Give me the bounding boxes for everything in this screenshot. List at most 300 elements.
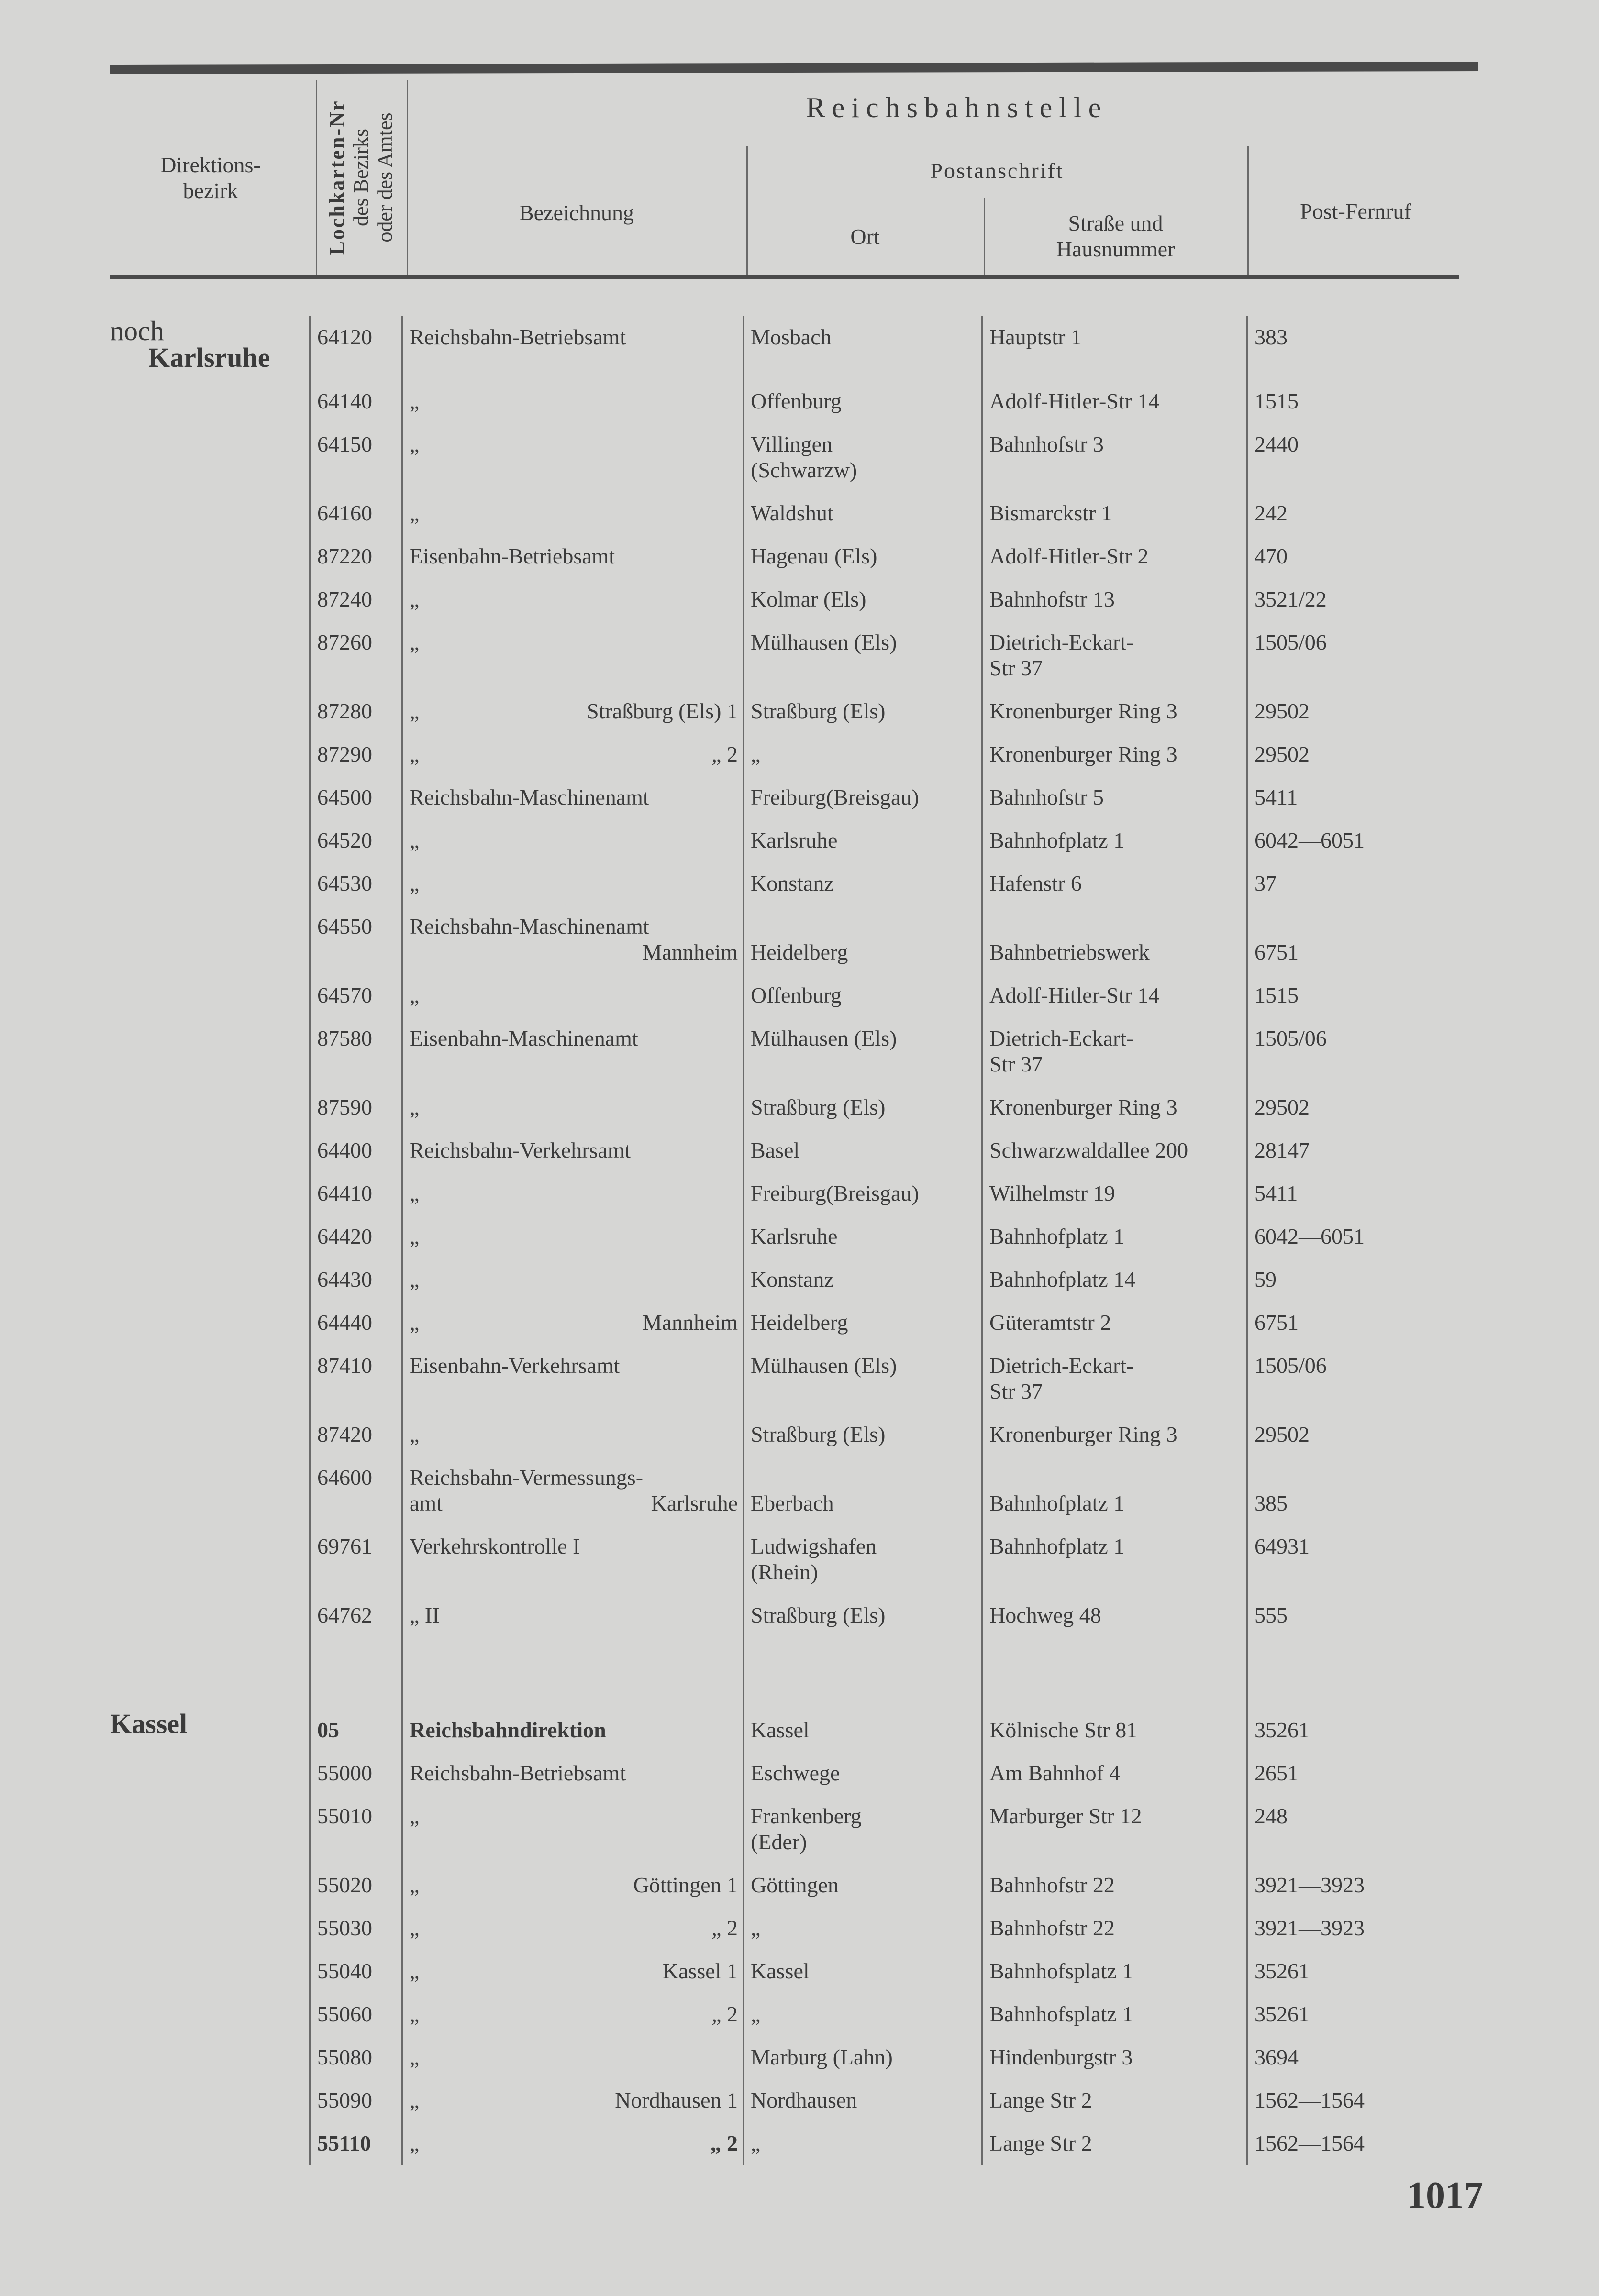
ort: „ [744, 2122, 982, 2165]
strasse: Dietrich-Eckart- Str 37 [982, 1344, 1247, 1413]
fernruf: 5411 [1247, 776, 1465, 819]
fernruf: 35261 [1247, 1950, 1465, 1993]
ort: Mosbach [744, 316, 982, 380]
bezeichnung-cell [402, 1172, 744, 1215]
lochkarten-nr: 64550 [310, 905, 402, 974]
bezeichnung-cell [402, 690, 744, 733]
fernruf: 555 [1247, 1594, 1465, 1637]
bezeichnung: „ [410, 2002, 420, 2026]
table-row [110, 1950, 1464, 1993]
lochkarten-nr: 87410 [310, 1344, 402, 1413]
lochkarten-nr: 87260 [310, 621, 402, 690]
fernruf: 29502 [1247, 1413, 1465, 1456]
bezeichnung-cell [402, 621, 744, 690]
lochkarten-nr: 55090 [310, 2079, 402, 2122]
table-row [110, 1172, 1464, 1215]
fernruf: 64931 [1247, 1525, 1465, 1594]
bezeichnung-suffix: „ 2 [711, 742, 738, 766]
ort: Nordhausen [744, 2079, 982, 2122]
lochkarten-nr: 87290 [310, 733, 402, 776]
bezeichnung: „ [410, 1310, 420, 1335]
bezeichnung-suffix: Nordhausen 1 [615, 2088, 738, 2112]
table-row [110, 578, 1464, 621]
fernruf: 5411 [1247, 1172, 1465, 1215]
top-rule [110, 62, 1478, 74]
bezeichnung: Eisenbahn-Betriebsamt [410, 544, 615, 568]
fernruf: 1562—1564 [1247, 2079, 1465, 2122]
bezeichnung: „ [410, 699, 420, 723]
lochkarten-nr: 64120 [310, 316, 402, 380]
header-postanschrift: Postanschrift [930, 158, 1064, 183]
direktionsbezirk-cell [110, 974, 310, 1017]
table-row [110, 1752, 1464, 1795]
strasse: Wilhelmstr 19 [982, 1172, 1247, 1215]
lochkarten-nr: 55080 [310, 2036, 402, 2079]
table-row [110, 1795, 1464, 1864]
bezeichnung-suffix: Mannheim [642, 940, 738, 964]
direktionsbezirk-cell [110, 1172, 310, 1215]
direktionsbezirk-cell [110, 2079, 310, 2122]
fernruf: 2440 [1247, 423, 1465, 492]
bezeichnung: „ [410, 1095, 420, 1119]
bezeichnung-cell [402, 423, 744, 492]
strasse: Am Bahnhof 4 [982, 1752, 1247, 1795]
ort: Heidelberg [744, 1301, 982, 1344]
bezeichnung-cell [402, 905, 744, 974]
bezeichnung-cell [402, 535, 744, 578]
ort: Straßburg (Els) [744, 1086, 982, 1129]
fernruf: 2651 [1247, 1752, 1465, 1795]
lochkarten-nr: 87280 [310, 690, 402, 733]
fernruf: 3521/22 [1247, 578, 1465, 621]
strasse: Marburger Str 12 [982, 1795, 1247, 1864]
bezeichnung: Verkehrskontrolle I [410, 1534, 580, 1558]
ort: Kassel [744, 1709, 982, 1752]
bezeichnung: Reichsbahn-Betriebsamt [410, 325, 626, 349]
direktionsbezirk-cell [110, 1413, 310, 1456]
bezeichnung-cell [402, 1344, 744, 1413]
direktionsbezirk-cell [110, 1017, 310, 1086]
bezeichnung: Reichsbahn-Maschinenamt [410, 785, 649, 809]
ort: Ludwigshafen (Rhein) [744, 1525, 982, 1594]
fernruf: 248 [1247, 1795, 1465, 1864]
fernruf: 1505/06 [1247, 1344, 1465, 1413]
fernruf: 35261 [1247, 1993, 1465, 2036]
lochkarten-nr: 87220 [310, 535, 402, 578]
table-row [110, 380, 1464, 423]
bezeichnung-cell [402, 380, 744, 423]
fernruf: 28147 [1247, 1129, 1465, 1172]
lochkarten-nr: 64570 [310, 974, 402, 1017]
bezeichnung-cell [402, 2079, 744, 2122]
bezeichnung-suffix: „ 2 [711, 1916, 738, 1940]
bezeichnung-cell [402, 1258, 744, 1301]
table-row [110, 2079, 1464, 2122]
strasse: Hafenstr 6 [982, 862, 1247, 905]
header-nr-line-2: des Bezirks [349, 128, 373, 227]
direktionsbezirk-cell [110, 1864, 310, 1907]
section-label: Kassel [110, 1708, 188, 1739]
lochkarten-nr: 64410 [310, 1172, 402, 1215]
strasse: Lange Str 2 [982, 2122, 1247, 2165]
ort: Mülhausen (Els) [744, 1344, 982, 1413]
bezeichnung-cell [402, 1301, 744, 1344]
strasse: Adolf-Hitler-Str 2 [982, 535, 1247, 578]
strasse: Dietrich-Eckart- Str 37 [982, 621, 1247, 690]
direktionsbezirk-cell [110, 1215, 310, 1258]
header-nr-line-1: Lochkarten-Nr [325, 99, 349, 255]
strasse: Bahnhofplatz 1 [982, 1525, 1247, 1594]
bezeichnung-cell [402, 492, 744, 535]
header-nr-line-3: oder des Amtes [373, 112, 397, 243]
header-lochkarten-nr [316, 80, 407, 275]
strasse: Kronenburger Ring 3 [982, 690, 1247, 733]
lochkarten-nr: 64440 [310, 1301, 402, 1344]
direktionsbezirk-cell [110, 1950, 310, 1993]
gap-cell [982, 1637, 1247, 1709]
table-row [110, 492, 1464, 535]
bezeichnung: Reichsbahn-Vermessungs- amt [410, 1465, 644, 1515]
direktionsbezirk-cell [110, 690, 310, 733]
bezeichnung: „ [410, 587, 420, 611]
fernruf: 3921—3923 [1247, 1864, 1465, 1907]
lochkarten-nr: 55040 [310, 1950, 402, 1993]
strasse: Hochweg 48 [982, 1594, 1247, 1637]
fernruf: 242 [1247, 492, 1465, 535]
bezeichnung-suffix: „ 2 [710, 2131, 738, 2155]
bezeichnung-cell [402, 1795, 744, 1864]
ort: Eschwege [744, 1752, 982, 1795]
bezeichnung: „ [410, 742, 420, 766]
fernruf: 1505/06 [1247, 1017, 1465, 1086]
bezeichnung-cell [402, 1086, 744, 1129]
ort: „ [744, 733, 982, 776]
direktionsbezirk-cell [110, 905, 310, 974]
lochkarten-nr: 05 [310, 1709, 402, 1752]
ort: Freiburg(Breisgau) [744, 1172, 982, 1215]
bezeichnung: „ [410, 828, 420, 852]
lochkarten-nr: 64150 [310, 423, 402, 492]
direktionsbezirk-cell [110, 380, 310, 423]
ort: Mülhausen (Els) [744, 621, 982, 690]
fernruf: 3694 [1247, 2036, 1465, 2079]
lochkarten-nr: 64500 [310, 776, 402, 819]
bezeichnung: „ [410, 1267, 420, 1292]
table-row [110, 776, 1464, 819]
strasse: Dietrich-Eckart- Str 37 [982, 1017, 1247, 1086]
header-bezeichnung: Bezeichnung [519, 200, 634, 225]
ort: Kassel [744, 1950, 982, 1993]
bezeichnung: Eisenbahn-Maschinenamt [410, 1026, 638, 1050]
strasse: Bismarckstr 1 [982, 492, 1247, 535]
table-row [110, 1344, 1464, 1413]
direktionsbezirk-cell [110, 535, 310, 578]
strasse: Hindenburgstr 3 [982, 2036, 1247, 2079]
bezeichnung-cell [402, 1413, 744, 1456]
table-row [110, 1413, 1464, 1456]
header-strasse: Straße und Hausnummer [1056, 211, 1175, 261]
fernruf: 6042—6051 [1247, 1215, 1465, 1258]
ort: Waldshut [744, 492, 982, 535]
bezeichnung-cell [402, 974, 744, 1017]
strasse: Bahnhofstr 5 [982, 776, 1247, 819]
table-row [110, 316, 1464, 380]
bezeichnung: Eisenbahn-Verkehrsamt [410, 1353, 620, 1378]
direktionsbezirk-cell [110, 819, 310, 862]
table-row [110, 423, 1464, 492]
bezeichnung-cell [402, 1907, 744, 1950]
lochkarten-nr: 87590 [310, 1086, 402, 1129]
bezeichnung: „ [410, 2045, 420, 2069]
header-direktionsbezirk: Direktions- bezirk [160, 153, 261, 203]
fernruf: 1515 [1247, 974, 1465, 1017]
table-row [110, 1456, 1464, 1525]
table-row [110, 1129, 1464, 1172]
strasse: Bahnhofstr 22 [982, 1907, 1247, 1950]
direktionsbezirk-cell [110, 316, 310, 380]
lochkarten-nr: 55060 [310, 1993, 402, 2036]
fernruf: 59 [1247, 1258, 1465, 1301]
bezeichnung: „ [410, 871, 420, 895]
strasse: Bahnhofsplatz 1 [982, 1993, 1247, 2036]
table-row [110, 1594, 1464, 1637]
bezeichnung-cell [402, 1993, 744, 2036]
fernruf: 29502 [1247, 1086, 1465, 1129]
strasse: Bahnhofstr 13 [982, 578, 1247, 621]
bezeichnung: „ II [410, 1603, 440, 1627]
lochkarten-nr: 69761 [310, 1525, 402, 1594]
ort: Offenburg [744, 380, 982, 423]
bezeichnung-cell [402, 1129, 744, 1172]
bezeichnung-cell [402, 1752, 744, 1795]
ort: Basel [744, 1129, 982, 1172]
ort: Marburg (Lahn) [744, 2036, 982, 2079]
bezeichnung-cell [402, 1456, 744, 1525]
ort: Freiburg(Breisgau) [744, 776, 982, 819]
fernruf: 1515 [1247, 380, 1465, 423]
ort: Villingen (Schwarzw) [744, 423, 982, 492]
bezeichnung: „ [410, 983, 420, 1007]
bezeichnung: Reichsbahn-Maschinenamt [410, 914, 649, 938]
ort: „ [744, 1907, 982, 1950]
direktionsbezirk-cell [110, 1752, 310, 1795]
bezeichnung-cell [402, 1709, 744, 1752]
ort: Eberbach [744, 1456, 982, 1525]
direktionsbezirk-cell [110, 776, 310, 819]
direktionsbezirk-cell [110, 578, 310, 621]
lochkarten-nr: 64160 [310, 492, 402, 535]
table-row [110, 974, 1464, 1017]
fernruf: 37 [1247, 862, 1465, 905]
bezeichnung-cell [402, 1864, 744, 1907]
ort: Konstanz [744, 1258, 982, 1301]
bezeichnung-suffix: Kassel 1 [662, 1959, 738, 1983]
table-row [110, 1993, 1464, 2036]
gap-cell [1247, 1637, 1465, 1709]
gap-cell [310, 1637, 402, 1709]
fernruf: 1562—1564 [1247, 2122, 1465, 2165]
ort: Straßburg (Els) [744, 1413, 982, 1456]
bezeichnung: „ [410, 1804, 420, 1828]
strasse: Adolf-Hitler-Str 14 [982, 974, 1247, 1017]
ort: Frankenberg (Eder) [744, 1795, 982, 1864]
fernruf: 470 [1247, 535, 1465, 578]
direktionsbezirk-cell [110, 2036, 310, 2079]
direktionsbezirk-cell [110, 1301, 310, 1344]
strasse: Kronenburger Ring 3 [982, 1086, 1247, 1129]
strasse: Kronenburger Ring 3 [982, 733, 1247, 776]
bezeichnung: Reichsbahn-Betriebsamt [410, 1761, 626, 1785]
table-row [110, 862, 1464, 905]
fernruf: 385 [1247, 1456, 1465, 1525]
bezeichnung-cell [402, 2122, 744, 2165]
bezeichnung-cell [402, 819, 744, 862]
table-row [110, 690, 1464, 733]
lochkarten-nr: 64762 [310, 1594, 402, 1637]
bezeichnung: „ [410, 1181, 420, 1205]
lochkarten-nr: 55030 [310, 1907, 402, 1950]
strasse: Lange Str 2 [982, 2079, 1247, 2122]
fernruf: 29502 [1247, 733, 1465, 776]
fernruf: 3921—3923 [1247, 1907, 1465, 1950]
lochkarten-nr: 87580 [310, 1017, 402, 1086]
strasse: Schwarzwaldallee 200 [982, 1129, 1247, 1172]
header-fernruf: Post-Fernruf [1300, 199, 1411, 223]
direktionsbezirk-cell [110, 1594, 310, 1637]
table-row [110, 819, 1464, 862]
direktionsbezirk-cell [110, 492, 310, 535]
ort: Offenburg [744, 974, 982, 1017]
table-row [110, 2036, 1464, 2079]
bezeichnung-cell [402, 2036, 744, 2079]
header-ort: Ort [850, 224, 880, 249]
direktionsbezirk-cell [110, 1907, 310, 1950]
bezeichnung: „ [410, 432, 420, 456]
strasse: Bahnhofstr 22 [982, 1864, 1247, 1907]
table-row [110, 1301, 1464, 1344]
bezeichnung-suffix: Straßburg (Els) 1 [586, 699, 738, 723]
strasse: Kölnische Str 81 [982, 1709, 1247, 1752]
ort: Konstanz [744, 862, 982, 905]
bezeichnung: „ [410, 1959, 420, 1983]
lochkarten-nr: 64600 [310, 1456, 402, 1525]
direktionsbezirk-cell [110, 733, 310, 776]
bezeichnung: „ [410, 389, 420, 413]
strasse: Bahnhofsplatz 1 [982, 1950, 1247, 1993]
strasse: Bahnhofplatz 1 [982, 1215, 1247, 1258]
lochkarten-nr: 64140 [310, 380, 402, 423]
direktionsbezirk-cell [110, 1258, 310, 1301]
table-row [110, 621, 1464, 690]
lochkarten-nr: 64420 [310, 1215, 402, 1258]
direktionsbezirk-cell [110, 2122, 310, 2165]
section-label-prefix: noch [110, 315, 164, 346]
direktionsbezirk-cell [110, 1086, 310, 1129]
lochkarten-nr: 64530 [310, 862, 402, 905]
bezeichnung: „ [410, 1916, 420, 1940]
bezeichnung-cell [402, 578, 744, 621]
direktionsbezirk-cell [110, 1456, 310, 1525]
direktionsbezirk-cell [110, 621, 310, 690]
ort: Kolmar (Els) [744, 578, 982, 621]
ort: Karlsruhe [744, 819, 982, 862]
fernruf: 6751 [1247, 905, 1465, 974]
lochkarten-nr: 64520 [310, 819, 402, 862]
bezeichnung: „ [410, 1873, 420, 1897]
table-row [110, 1086, 1464, 1129]
page-number: 1017 [1407, 2175, 1483, 2217]
strasse: Kronenburger Ring 3 [982, 1413, 1247, 1456]
table-row [110, 535, 1464, 578]
fernruf: 35261 [1247, 1709, 1465, 1752]
table-row [110, 2122, 1464, 2165]
lochkarten-nr: 64400 [310, 1129, 402, 1172]
lochkarten-nr: 55000 [310, 1752, 402, 1795]
strasse: Bahnhofplatz 1 [982, 1456, 1247, 1525]
strasse: Hauptstr 1 [982, 316, 1247, 380]
bezeichnung-cell [402, 862, 744, 905]
fernruf: 6751 [1247, 1301, 1465, 1344]
gap-cell [744, 1637, 982, 1709]
strasse: Bahnbetriebswerk [982, 905, 1247, 974]
table-row [110, 905, 1464, 974]
ort: Göttingen [744, 1864, 982, 1907]
table-row [110, 1907, 1464, 1950]
direktionsbezirk-cell [110, 1525, 310, 1594]
bezeichnung-cell [402, 1950, 744, 1993]
ort: Straßburg (Els) [744, 1594, 982, 1637]
directory-table [110, 316, 1464, 2165]
direktionsbezirk-cell [110, 1709, 310, 1752]
table-row [110, 733, 1464, 776]
ort: Heidelberg [744, 905, 982, 974]
bezeichnung: Reichsbahn-Verkehrsamt [410, 1138, 631, 1162]
bezeichnung-cell [402, 1525, 744, 1594]
bezeichnung-cell [402, 316, 744, 380]
direktionsbezirk-cell [110, 1993, 310, 2036]
strasse: Bahnhofstr 3 [982, 423, 1247, 492]
ort: „ [744, 1993, 982, 2036]
direktionsbezirk-cell [110, 1795, 310, 1864]
bezeichnung-cell [402, 1215, 744, 1258]
table-row [110, 1017, 1464, 1086]
bezeichnung: „ [410, 1422, 420, 1446]
direktionsbezirk-cell [110, 423, 310, 492]
table-row [110, 1525, 1464, 1594]
bezeichnung-cell [402, 733, 744, 776]
gap-cell [110, 1637, 310, 1709]
fernruf: 6042—6051 [1247, 819, 1465, 862]
ort: Mülhausen (Els) [744, 1017, 982, 1086]
ort: Straßburg (Els) [744, 690, 982, 733]
strasse: Adolf-Hitler-Str 14 [982, 380, 1247, 423]
ort: Hagenau (Els) [744, 535, 982, 578]
header-reichsbahnstelle: Reichsbahnstelle [806, 92, 1108, 123]
bezeichnung-suffix: Karlsruhe [651, 1491, 738, 1515]
lochkarten-nr: 55110 [310, 2122, 402, 2165]
lochkarten-nr: 55020 [310, 1864, 402, 1907]
bezeichnung-cell [402, 1017, 744, 1086]
direktionsbezirk-cell [110, 1344, 310, 1413]
bezeichnung: „ [410, 2131, 420, 2155]
lochkarten-nr: 55010 [310, 1795, 402, 1864]
table-row [110, 1709, 1464, 1752]
strasse: Bahnhofplatz 1 [982, 819, 1247, 862]
strasse: Bahnhofplatz 14 [982, 1258, 1247, 1301]
ort: Karlsruhe [744, 1215, 982, 1258]
bezeichnung: „ [410, 501, 420, 525]
direktionsbezirk-cell [110, 862, 310, 905]
